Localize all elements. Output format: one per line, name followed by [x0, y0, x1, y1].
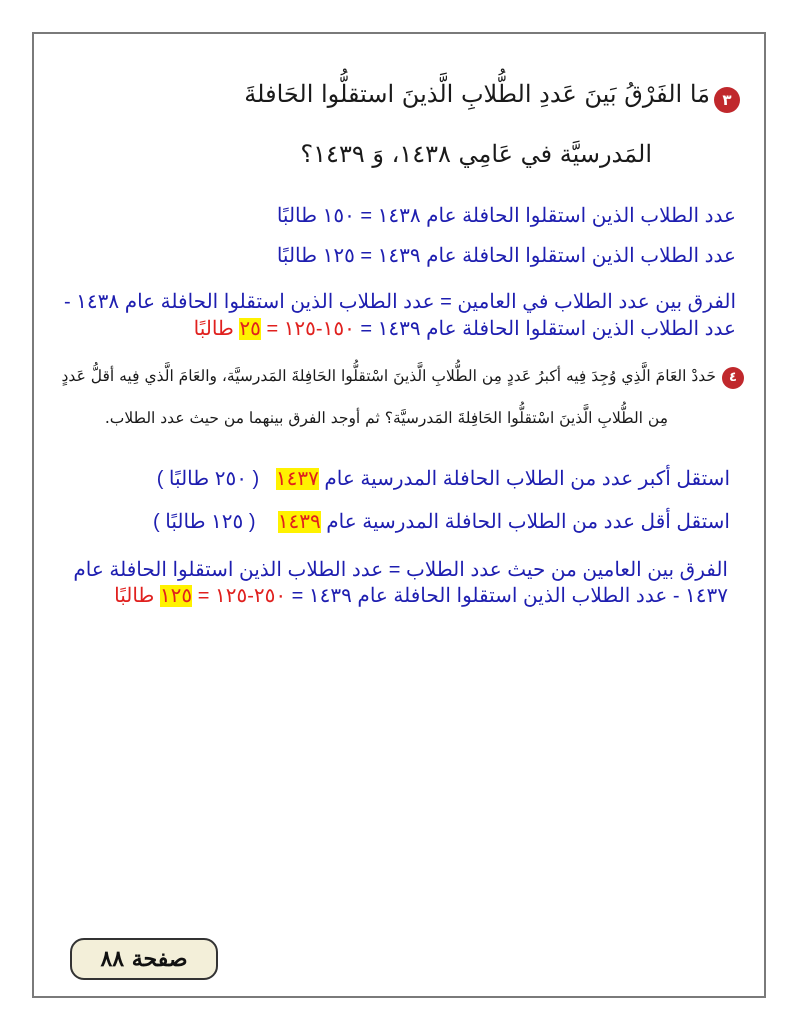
question-4-diff-calc: ٢٥٠-١٢٥ =: [197, 585, 287, 607]
question-4-min-year: ١٤٣٩: [277, 511, 321, 533]
question-3-answer-line-3: الفرق بين عدد الطلاب في العامين = عدد الطلاب الذين استقلوا الحافلة عام ١٤٣٨ -: [63, 291, 736, 313]
page-number-label: صفحة ٨٨: [100, 946, 188, 972]
question-3-answer-line-1: عدد الطلاب الذين استقلوا الحافلة عام ١٤٣٨ = ١٥٠ طالبًا: [276, 205, 736, 227]
question-3-answer-line-4: [194, 316, 736, 341]
question-4-number-badge: ٤: [722, 367, 744, 389]
question-3-title-line-1: مَا الفَرْقُ بَينَ عَددِ الطُّلابِ الَّذينَ استقلُّوا الحَافلةَ: [244, 80, 710, 108]
question-3-answer-line-2: عدد الطلاب الذين استقلوا الحافلة عام ١٤٣٩ = ١٢٥ طالبًا: [276, 245, 736, 267]
question-4-diff-line-2-prefix: ١٤٣٧ - عدد الطلاب الذين استقلوا الحافلة عام ١٤٣٩ =: [291, 585, 728, 607]
question-4-min-line: [153, 509, 730, 534]
question-4-max-count: ( ٢٥٠ طالبًا ): [156, 468, 260, 490]
question-4-min-prefix: استقل أقل عدد من الطلاب الحافلة المدرسية عام: [326, 511, 730, 533]
question-4-text-line-2: مِن الطُّلابِ الَّذينَ اسْتقلُّوا الحَافِلةَ المَدرسيَّة؟ ثم أوجد الفرق بينهما من حيث عدد الطلاب.: [104, 409, 668, 427]
question-3-answer-unit: طالبًا: [193, 318, 234, 340]
question-3-answer-result: ٢٥: [239, 318, 261, 340]
question-3-answer-calc: ١٥٠-١٢٥ =: [266, 318, 355, 340]
question-4-max-year: ١٤٣٧: [275, 468, 319, 490]
question-4-diff-unit: طالبًا: [114, 585, 155, 607]
question-4-text-line-1: حَددْ العَامَ الَّذِي وُجِدَ فِيه أكبرُ عَددٍ مِن الطُّلابِ الَّذينَ اسْتقلُّوا الحَافِلةَ المَدرسيَّة، والعَامَ الَّذي فِيه أقلُّ عَددٍ: [61, 367, 716, 385]
question-3-title-line-2: المَدرسيَّة في عَامِي ١٤٣٨، وَ ١٤٣٩؟: [300, 140, 652, 168]
question-4-min-count: ( ١٢٥ طالبًا ): [153, 511, 256, 533]
question-3-answer-line-4-prefix: عدد الطلاب الذين استقلوا الحافلة عام ١٤٣٩ =: [360, 318, 736, 340]
question-4-diff-line-2: [114, 583, 728, 608]
question-4-max-prefix: استقل أكبر عدد من الطلاب الحافلة المدرسية عام: [324, 468, 730, 490]
page-number-box: [70, 938, 218, 980]
question-3-number-badge: ٣: [714, 87, 740, 113]
question-4-max-line: [157, 466, 730, 491]
question-4-diff-result: ١٢٥: [159, 585, 193, 607]
question-4-diff-line-1: الفرق بين العامين من حيث عدد الطلاب = عدد الطلاب الذين استقلوا الحافلة عام: [73, 559, 728, 581]
